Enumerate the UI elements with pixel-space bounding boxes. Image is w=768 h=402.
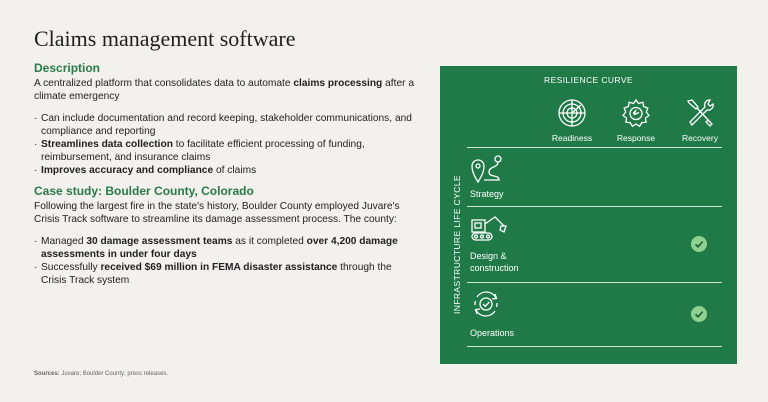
check-icon xyxy=(691,236,707,252)
case-study-heading: Case study: Boulder County, Colorado xyxy=(34,184,254,198)
column-recovery xyxy=(670,96,730,143)
left-column xyxy=(34,62,414,295)
case-study-bullets xyxy=(34,235,414,287)
page-title: Claims management software xyxy=(34,26,296,51)
column-readiness xyxy=(542,96,602,143)
column-response xyxy=(606,96,666,143)
lifecycle-title: INFRASTRUCTURE LIFE CYCLE xyxy=(452,175,462,314)
list-item: · Successfully received $69 million in FEMA disaster assistance through the Crisis Track system xyxy=(34,261,414,287)
divider xyxy=(467,346,722,347)
column-label: Response xyxy=(616,133,656,143)
map-route-icon xyxy=(471,154,505,189)
gear-icon xyxy=(606,96,666,130)
cycle-icon xyxy=(471,289,501,324)
radar-icon xyxy=(542,96,602,130)
list-item: · Improves accuracy and compliance of claims xyxy=(34,164,414,177)
list-item: · Streamlines data collection to facilitate efficient processing of funding, reimbursement, and insurance claims xyxy=(34,138,414,164)
column-label: Readiness xyxy=(551,133,593,143)
tools-icon xyxy=(670,96,730,130)
divider xyxy=(467,206,722,207)
check-icon xyxy=(691,306,707,322)
row-label-design-construction: Design & construction xyxy=(470,251,519,273)
column-label: Recovery xyxy=(682,133,718,143)
divider xyxy=(467,147,722,148)
list-item: · Managed 30 damage assessment teams as it completed over 4,200 damage assessments in under four days xyxy=(34,235,414,261)
excavator-icon xyxy=(471,214,507,247)
description-bullets xyxy=(34,112,414,177)
divider xyxy=(467,282,722,283)
case-study-intro: Following the largest fire in the state's history, Boulder County employed Juvare's Crisis Track software to streamline its damage assessment process. The county: xyxy=(34,201,400,225)
description-intro: A centralized platform that consolidates data to automate claims processing after a climate emergency xyxy=(34,78,414,102)
row-label-strategy: Strategy xyxy=(470,189,504,199)
resilience-matrix-panel xyxy=(440,66,737,364)
list-item: · Can include documentation and record keeping, stakeholder communications, and compliance and reporting xyxy=(34,112,414,138)
resilience-curve-title: RESILIENCE CURVE xyxy=(544,75,633,85)
sources-note: Sources: Juvare; Boulder County; press releases. xyxy=(34,371,169,377)
description-heading: Description xyxy=(34,61,101,75)
row-label-operations: Operations xyxy=(470,328,515,338)
